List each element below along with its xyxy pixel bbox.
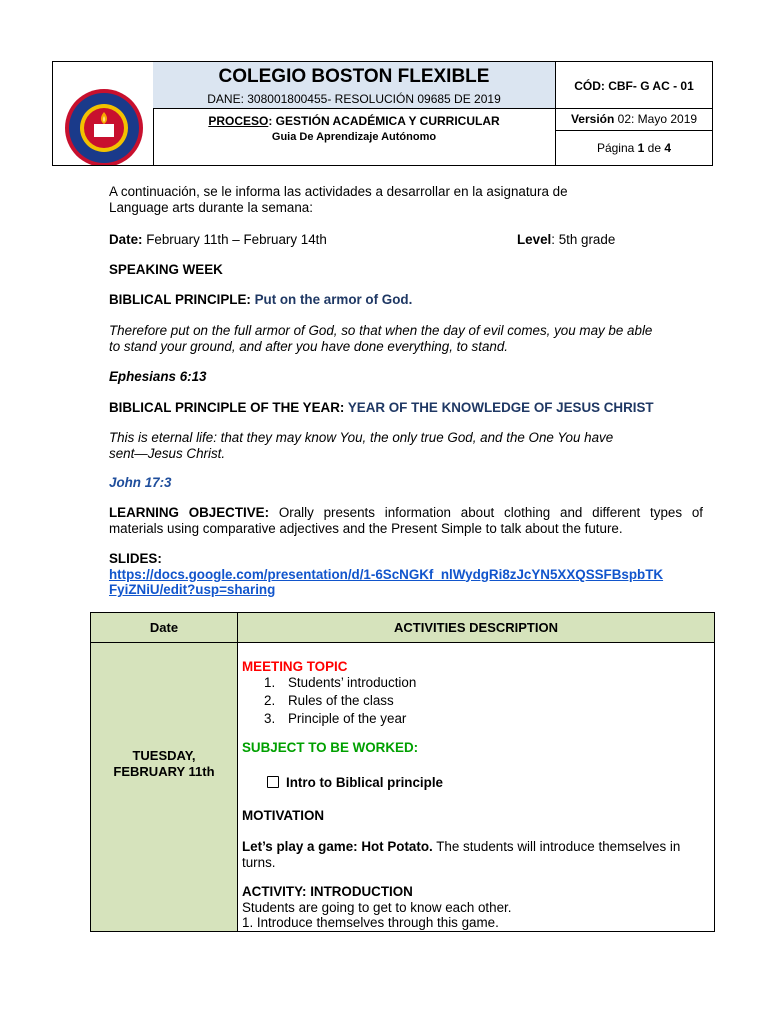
page-cell [556, 131, 712, 165]
topic-item: 3. Principle of the year [264, 711, 407, 726]
subject-item-text: Intro to Biblical principle [286, 775, 443, 790]
date-label: Date: [109, 232, 143, 247]
page-total: 4 [664, 141, 672, 155]
page-number: 1 [637, 141, 645, 155]
level-line [517, 232, 615, 248]
page-indicator [556, 141, 712, 155]
ephesians-reference: Ephesians 6:13 [109, 369, 207, 384]
session-date-line-1: TUESDAY, [132, 748, 196, 763]
john-reference: John 17:3 [109, 475, 172, 490]
biblical-principle [109, 292, 703, 308]
version-label: Versión [570, 112, 615, 126]
activity-line-1: Students are going to get to know each other. [242, 899, 512, 915]
date-cell [91, 643, 238, 931]
biblical-quote-line-2: to stand your ground, and after you have done everything, to stand. [109, 338, 509, 354]
session-date-line-2: FEBRUARY 11th [113, 764, 215, 779]
title-cell [153, 62, 556, 109]
column-header-activities: ACTIVITIES DESCRIPTION [238, 613, 714, 643]
activities-table [90, 612, 715, 932]
biblical-principle-value: Put on the armor of God. [254, 292, 413, 307]
dane-line: DANE: 308001800455- RESOLUCIÓN 09685 DE 2019 [207, 92, 501, 106]
logo-cell [53, 62, 154, 165]
guide-title: Guia De Aprendizaje Autónomo [271, 131, 437, 143]
subject-heading: SUBJECT TO BE WORKED: [242, 740, 419, 755]
objective-text-1: Orally presents information about clothing and different types of [269, 505, 703, 520]
principle-year-quote-line-2: sent—Jesus Christ. [109, 445, 226, 461]
topic-item-text: Students’ introduction [288, 675, 417, 690]
objective-label: LEARNING OBJECTIVE: [109, 505, 270, 520]
process-cell [153, 109, 556, 165]
speaking-week: SPEAKING WEEK [109, 262, 223, 277]
date-value: February 11th – February 14th [142, 232, 327, 247]
game-text: The students will introduce themselves in [432, 839, 681, 854]
level-label: Level [517, 232, 552, 247]
checkbox-icon[interactable] [267, 776, 279, 788]
intro-line-2: Language arts durante la semana: [109, 199, 313, 215]
principle-year-quote [109, 430, 703, 461]
intro-paragraph [109, 184, 703, 215]
school-logo [53, 62, 153, 165]
objective-line-1 [109, 505, 703, 521]
topic-item-text: Rules of the class [288, 693, 394, 708]
subject-item [267, 775, 737, 791]
topic-item-text: Principle of the year [288, 711, 407, 726]
game-text-2: turns. [242, 854, 276, 870]
process-label: PROCESO [208, 114, 269, 128]
code-cell [556, 62, 712, 109]
activity-line-2: 1. Introduce themselves through this game. [242, 915, 499, 930]
session-date [91, 748, 237, 780]
biblical-quote [109, 323, 703, 354]
biblical-principle-label: BIBLICAL PRINCIPLE: [109, 292, 255, 307]
page-prefix: Página [596, 141, 638, 155]
topic-item: 2. Rules of the class [264, 693, 394, 708]
principle-year-quote-line-1: This is eternal life: that they may know You, the only true God, and the One You have [109, 430, 614, 445]
intro-line-1: A continuación, se le informa las actividades a desarrollar en la asignatura de [109, 184, 568, 199]
school-name: COLEGIO BOSTON FLEXIBLE [218, 66, 490, 87]
game-paragraph [242, 839, 712, 870]
slides-link-line-2[interactable]: FyiZNiU/edit?usp=sharing [109, 582, 276, 597]
level-value: : 5th grade [551, 232, 616, 247]
principle-year-value: YEAR OF THE KNOWLEDGE OF JESUS CHRIST [347, 400, 654, 415]
process-value: : GESTIÓN ACADÉMICA Y CURRICULAR [268, 114, 500, 128]
process-line [153, 114, 555, 128]
activity-section [242, 884, 712, 931]
principle-year-label: BIBLICAL PRINCIPLE OF THE YEAR: [109, 400, 348, 415]
biblical-quote-line-1: Therefore put on the full armor of God, so that when the day of evil comes, you may be able [109, 323, 653, 338]
activity-heading: ACTIVITY: INTRODUCTION [242, 884, 413, 899]
column-header-date: Date [91, 613, 238, 643]
slides-link-line-1[interactable]: https://docs.google.com/presentation/d/1-6ScNGKf_nlWydgRi8zJcYN5XXQSSFBspbTK [109, 566, 664, 582]
version-cell [556, 109, 712, 131]
version-line [556, 112, 712, 126]
document-header [52, 61, 713, 166]
game-label: Let’s play a game: Hot Potato. [242, 839, 433, 854]
motivation-heading: MOTIVATION [242, 808, 325, 823]
topics-list [264, 675, 734, 729]
document-code: CÓD: CBF- G AC - 01 [574, 79, 694, 93]
page-mid: de [644, 141, 665, 155]
version-value: 02: Mayo 2019 [614, 112, 698, 126]
slides-section [109, 551, 703, 598]
learning-objective [109, 505, 703, 536]
topic-item: 1. Students’ introduction [264, 675, 417, 690]
slides-label: SLIDES: [109, 551, 162, 566]
meeting-topic-heading: MEETING TOPIC [242, 659, 348, 674]
principle-of-year [109, 400, 703, 416]
objective-line-2: materials using comparative adjectives and the Present Simple to talk about the future. [109, 520, 623, 536]
